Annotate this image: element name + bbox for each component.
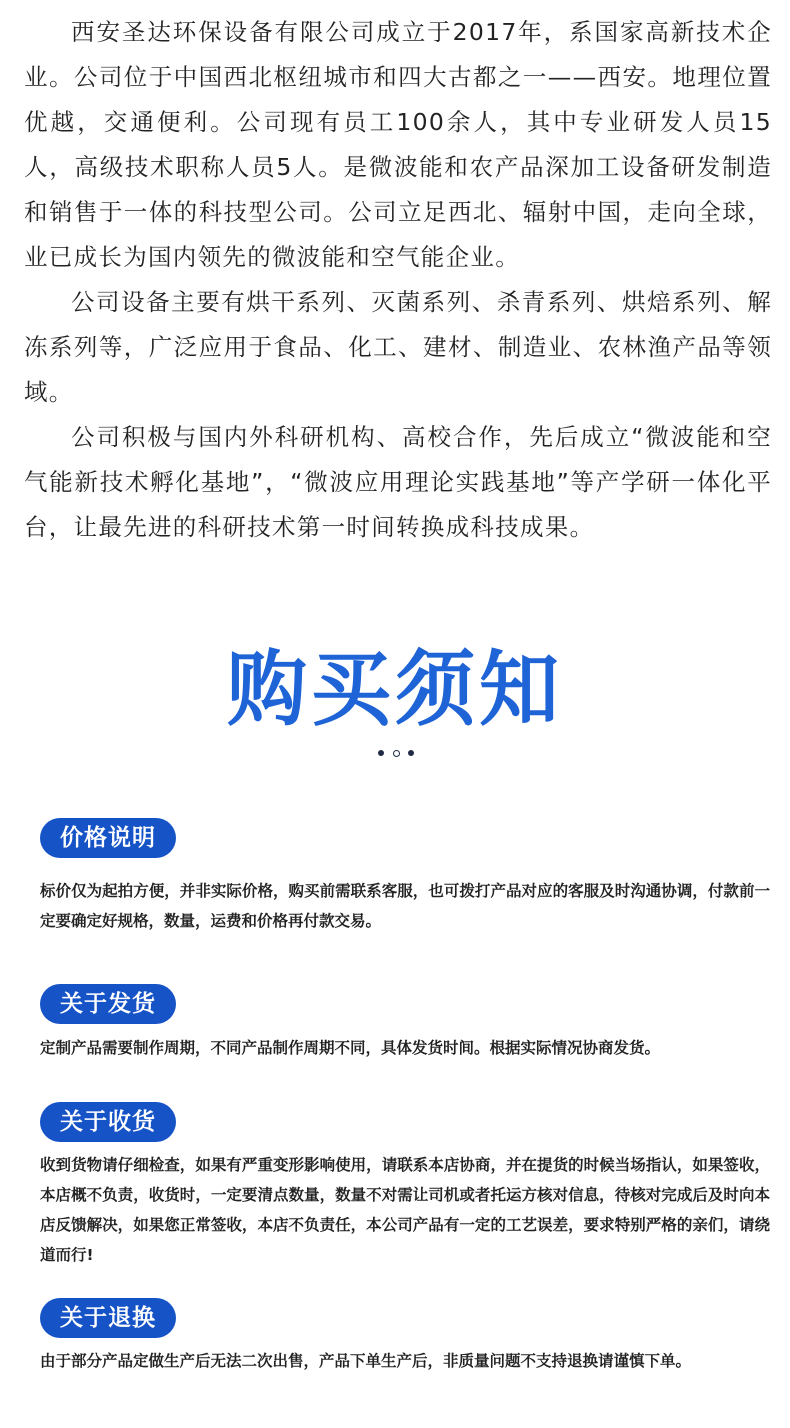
intro-paragraph: 西安圣达环保设备有限公司成立于2017年，系国家高新技术企业。公司位于中国西北枢纽城市和四大古都之一——西安。地理位置优越，交通便利。公司现有员工100余人，其中专业研发人员15人，高级技术职称人员5人。是微波能和农产品深加工设备研发制造和销售于一体的科技型公司。公司立足西北、辐射中国，走向全球，业已成长为国内领先的微波能和空气能企业。: [24, 18, 772, 271]
shipping-section: [40, 984, 770, 1063]
shipping-section-label: 关于发货: [40, 984, 176, 1024]
returns-section-label: 关于退换: [40, 1298, 176, 1338]
returns-section: [40, 1298, 770, 1376]
price-section: [40, 818, 770, 936]
dot-icon: [378, 750, 384, 756]
shipping-section-text: 定制产品需要制作周期，不同产品制作周期不同，具体发货时间。根据实际情况协商发货。: [40, 1039, 661, 1057]
receiving-section-text: 收到货物请仔细检查，如果有严重变形影响使用，请联系本店协商，并在提货的时候当场指认，如果签收，本店概不负责，收货时，一定要清点数量，数量不对需让司机或者托运方核对信息，待核对完成后及时向本店反馈解决，如果您正常签收，本店不负责任，本公司产品有一定的工艺误差，要求特别严格的亲们，请绕道而行!: [40, 1156, 770, 1264]
dot-icon: [393, 750, 400, 757]
returns-section-text: 由于部分产品定做生产后无法二次出售，产品下单生产后，非质量问题不支持退换请谨慎下单。: [40, 1352, 692, 1370]
receiving-section: [40, 1102, 770, 1270]
decorative-dots: [378, 748, 414, 758]
price-section-text: 标价仅为起拍方便，并非实际价格，购买前需联系客服，也可拨打产品对应的客服及时沟通协调，付款前一定要确定好规格，数量，运费和价格再付款交易。: [40, 882, 770, 930]
purchase-notice-title: 购买须知: [227, 642, 563, 737]
intro-paragraph: 公司设备主要有烘干系列、灭菌系列、杀青系列、烘焙系列、解冻系列等，广泛应用于食品、化工、建材、制造业、农林渔产品等领域。: [24, 288, 772, 406]
company-intro: [24, 10, 772, 550]
intro-paragraph: 公司积极与国内外科研机构、高校合作，先后成立“微波能和空气能新技术孵化基地”，“微波应用理论实践基地”等产学研一体化平台，让最先进的科研技术第一时间转换成科技成果。: [24, 423, 772, 541]
receiving-section-label: 关于收货: [40, 1102, 176, 1142]
price-section-label: 价格说明: [40, 818, 176, 858]
dot-icon: [408, 750, 414, 756]
